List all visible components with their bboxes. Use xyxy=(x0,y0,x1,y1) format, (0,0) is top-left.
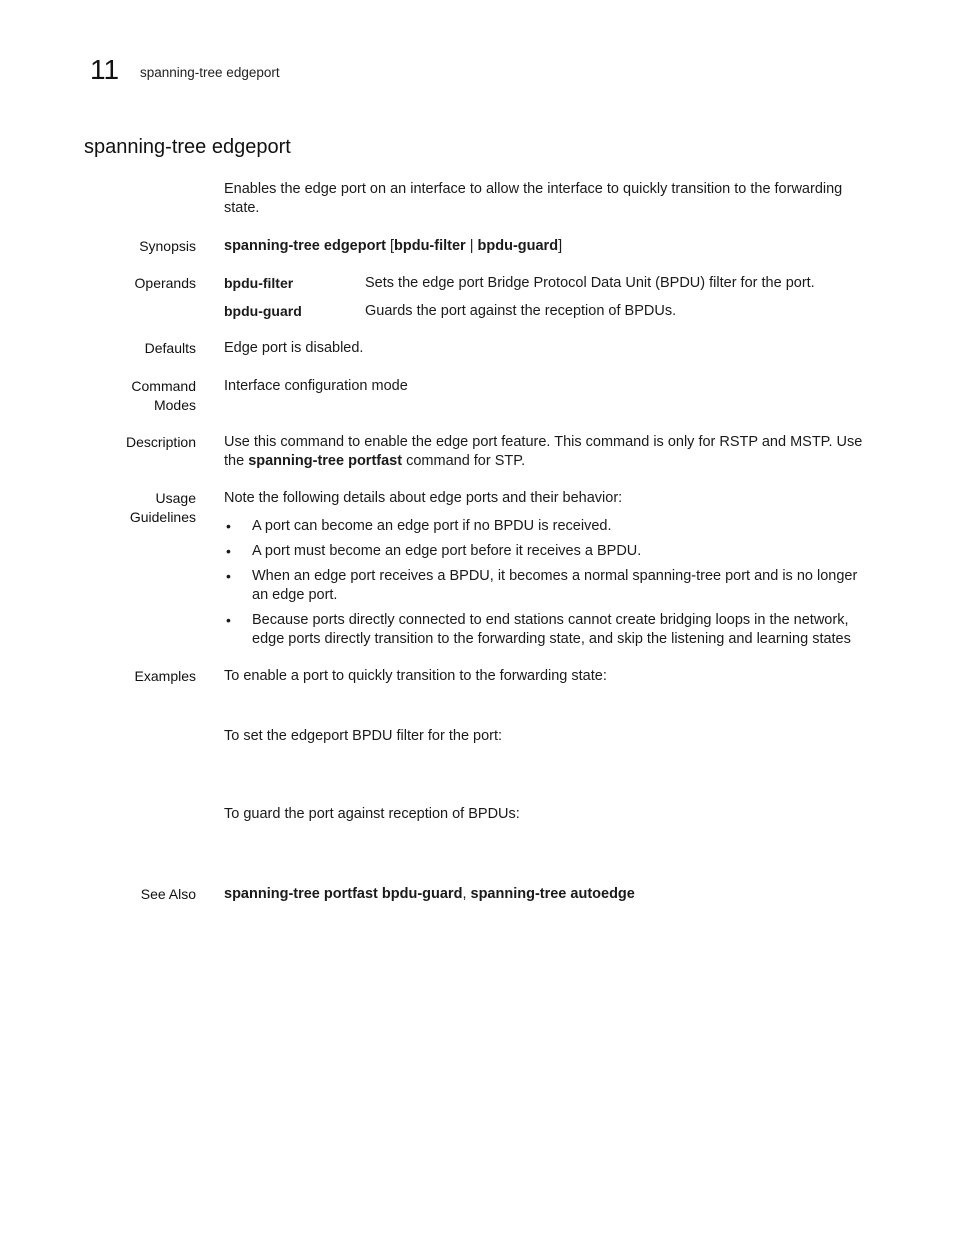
synopsis-close-bracket: ] xyxy=(558,238,563,254)
chapter-number: 11 xyxy=(90,54,120,85)
synopsis-option-bpdu-guard: bpdu-guard xyxy=(477,238,559,254)
defaults-text: Edge port is disabled. xyxy=(224,340,364,356)
see-also-link-autoedge[interactable]: spanning-tree autoedge xyxy=(470,886,635,902)
bullet-icon: • xyxy=(226,568,231,584)
usage-intro: Note the following details about edge ports and their behavior: xyxy=(224,490,623,506)
operand-term: bpdu-guard xyxy=(224,303,302,319)
see-also-links xyxy=(224,885,874,904)
see-also-separator: , xyxy=(462,886,471,902)
command-modes-text: Interface configuration mode xyxy=(224,378,408,394)
operand-description: Sets the edge port Bridge Protocol Data Unit (BPDU) filter for the port. xyxy=(365,275,815,291)
description-line1: Use this command to enable the edge port feature. This command is only for RSTP and MSTP. Use xyxy=(224,434,863,450)
usage-bullet-text: When an edge port receives a BPDU, it becomes a normal spanning-tree port and is no longer an edge port. xyxy=(252,568,858,603)
see-also-label: See Also xyxy=(140,886,196,902)
synopsis-separator: | xyxy=(465,238,478,254)
example-text: To set the edgeport BPDU filter for the port: xyxy=(224,728,503,744)
synopsis-command: spanning-tree edgeport xyxy=(224,238,386,254)
bullet-icon: • xyxy=(226,612,231,628)
examples-label: Examples xyxy=(134,668,196,684)
synopsis-option-bpdu-filter: bpdu-filter xyxy=(394,238,466,254)
synopsis-open-bracket: [ xyxy=(385,238,394,254)
example-text: To enable a port to quickly transition to the forwarding state: xyxy=(224,668,607,684)
description-suffix: command for STP. xyxy=(402,453,526,469)
description-command-ref: spanning-tree portfast xyxy=(248,453,403,469)
description-prefix: the xyxy=(224,453,249,469)
usage-label-line1: Usage xyxy=(155,490,196,506)
operands-label: Operands xyxy=(134,275,196,291)
usage-label-line2: Guidelines xyxy=(129,509,196,525)
operand-description: Guards the port against the reception of BPDUs. xyxy=(365,303,677,319)
description-line2 xyxy=(224,452,874,471)
bullet-icon: • xyxy=(226,518,231,534)
defaults-label: Defaults xyxy=(144,340,196,356)
command-modes-label-line1: Command xyxy=(131,378,196,394)
usage-bullet-text: A port must become an edge port before it receives a BPDU. xyxy=(252,543,642,559)
command-modes-label-line2: Modes xyxy=(153,397,196,413)
usage-bullet-text: A port can become an edge port if no BPDU is received. xyxy=(252,518,612,534)
operand-term: bpdu-filter xyxy=(224,275,294,291)
page-header xyxy=(0,0,954,100)
description-label: Description xyxy=(125,434,196,450)
see-also-link-portfast-bpdu-guard[interactable]: spanning-tree portfast bpdu-guard xyxy=(224,886,463,902)
bullet-icon: • xyxy=(226,543,231,559)
usage-bullet-text: Because ports directly connected to end stations cannot create bridging loops in the network, edge ports directly transition to the forwarding state, and skip the listening and learning states xyxy=(252,612,851,647)
example-text: To guard the port against reception of BPDUs: xyxy=(224,806,520,822)
running-title: spanning-tree edgeport xyxy=(140,65,280,80)
synopsis-label: Synopsis xyxy=(139,238,196,254)
page-title: spanning-tree edgeport xyxy=(84,136,291,158)
synopsis-text xyxy=(224,237,874,256)
intro-text: Enables the edge port on an interface to allow the interface to quickly transition to the forwarding state. xyxy=(224,181,843,216)
